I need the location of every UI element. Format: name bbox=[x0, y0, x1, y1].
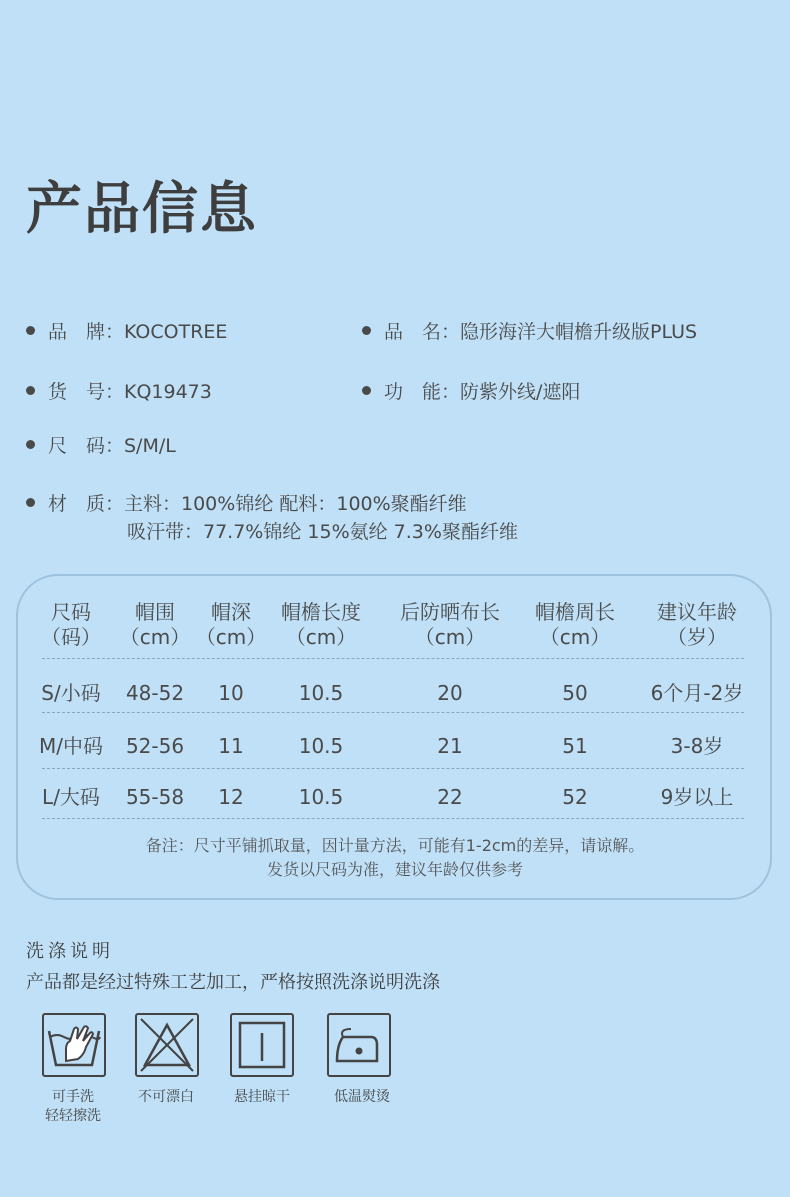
table-cell: M/中码 bbox=[39, 734, 103, 758]
hand-wash-icon bbox=[42, 1013, 106, 1077]
header-line1: 帽檐长度 bbox=[281, 600, 361, 624]
table-divider bbox=[42, 712, 744, 713]
header-line2: （岁） bbox=[667, 625, 727, 649]
hand-wash-label-line2: 轻轻擦洗 bbox=[45, 1108, 101, 1124]
table-cell: 21 bbox=[437, 734, 463, 758]
table-cell: 52-56 bbox=[125, 734, 185, 758]
table-cell: S/小码 bbox=[41, 681, 101, 705]
bullet-icon bbox=[26, 386, 35, 395]
size-table-header bbox=[196, 600, 266, 650]
table-divider bbox=[42, 658, 744, 659]
spec-brand-text: 品 牌：KOCOTREE bbox=[48, 321, 228, 343]
table-cell: 52 bbox=[562, 785, 588, 809]
table-divider bbox=[42, 768, 744, 769]
spec-brand bbox=[26, 323, 227, 342]
spec-material bbox=[26, 495, 467, 514]
spec-function-text: 功 能：防紫外线/遮阳 bbox=[384, 381, 581, 403]
table-cell: 9岁以上 bbox=[660, 785, 734, 809]
header-line1: 帽深 bbox=[210, 600, 251, 624]
table-cell: L/大码 bbox=[42, 785, 100, 809]
low-iron-label: 低温熨烫 bbox=[334, 1089, 390, 1105]
header-line2: （cm） bbox=[285, 625, 357, 649]
table-cell: 12 bbox=[218, 785, 244, 809]
header-line1: 尺码 bbox=[51, 600, 91, 624]
bullet-icon bbox=[26, 440, 35, 449]
table-cell: 6个月-2岁 bbox=[650, 681, 744, 705]
no-bleach-label: 不可漂白 bbox=[138, 1089, 194, 1105]
size-table-header bbox=[281, 600, 361, 650]
table-cell: 3-8岁 bbox=[670, 734, 724, 758]
spec-item-no bbox=[26, 383, 212, 402]
size-note-line2: 发货以尺码为准，建议年龄仅供参考 bbox=[266, 860, 523, 879]
header-line2: （码） bbox=[41, 625, 101, 649]
header-line1: 帽檐周长 bbox=[535, 600, 615, 624]
spec-function bbox=[362, 383, 580, 402]
spec-size bbox=[26, 437, 176, 456]
table-cell: 51 bbox=[562, 734, 588, 758]
size-table-header bbox=[535, 600, 615, 650]
spec-name bbox=[362, 323, 697, 342]
hand-wash-label: 可手洗 bbox=[52, 1089, 94, 1105]
table-cell: 55-58 bbox=[125, 785, 185, 809]
bullet-icon bbox=[362, 326, 371, 335]
table-cell: 48-52 bbox=[125, 681, 185, 705]
table-cell: 10.5 bbox=[298, 785, 344, 809]
table-cell: 20 bbox=[437, 681, 463, 705]
header-line1: 帽围 bbox=[134, 600, 175, 624]
spec-name-text: 品 名：隐形海洋大帽檐升级版PLUS bbox=[384, 321, 698, 343]
table-cell: 10.5 bbox=[298, 734, 344, 758]
table-cell: 22 bbox=[437, 785, 463, 809]
header-line2: （cm） bbox=[414, 625, 486, 649]
header-line2: （cm） bbox=[119, 625, 191, 649]
bullet-icon bbox=[26, 326, 35, 335]
bullet-icon bbox=[362, 386, 371, 395]
spec-size-text: 尺 码：S/M/L bbox=[48, 435, 176, 457]
size-table-header bbox=[41, 600, 101, 650]
header-line2: （cm） bbox=[539, 625, 611, 649]
header-line2: （cm） bbox=[195, 625, 267, 649]
table-cell: 10.5 bbox=[298, 681, 344, 705]
header-line1: 建议年龄 bbox=[657, 600, 737, 624]
header-line1: 后防晒布长 bbox=[400, 600, 500, 624]
size-table-header bbox=[120, 600, 190, 650]
hang-dry-icon bbox=[230, 1013, 294, 1077]
washing-title: 洗涤说明 bbox=[26, 941, 114, 962]
spec-material-line2: 吸汗带：77.7%锦纶 15%氨纶 7.3%聚酯纤维 bbox=[127, 521, 518, 543]
size-table-header bbox=[657, 600, 737, 650]
table-cell: 11 bbox=[218, 734, 244, 758]
washing-subtitle: 产品都是经过特殊工艺加工，严格按照洗涤说明洗涤 bbox=[26, 972, 440, 993]
spec-item-no-text: 货 号：KQ19473 bbox=[48, 381, 212, 403]
size-table-header bbox=[400, 600, 500, 650]
table-divider bbox=[42, 818, 744, 819]
spec-material-text: 材 质：主料：100%锦纶 配料：100%聚酯纤维 bbox=[48, 493, 467, 515]
table-cell: 50 bbox=[562, 681, 588, 705]
bullet-icon bbox=[26, 498, 35, 507]
no-bleach-icon bbox=[135, 1013, 199, 1077]
page-title: 产品信息 bbox=[26, 177, 258, 242]
low-iron-icon bbox=[327, 1013, 391, 1077]
table-cell: 10 bbox=[218, 681, 244, 705]
hang-dry-label: 悬挂晾干 bbox=[234, 1089, 290, 1105]
size-note-line1: 备注：尺寸平铺抓取量，因计量方法，可能有1-2cm的差异，请谅解。 bbox=[145, 836, 645, 855]
